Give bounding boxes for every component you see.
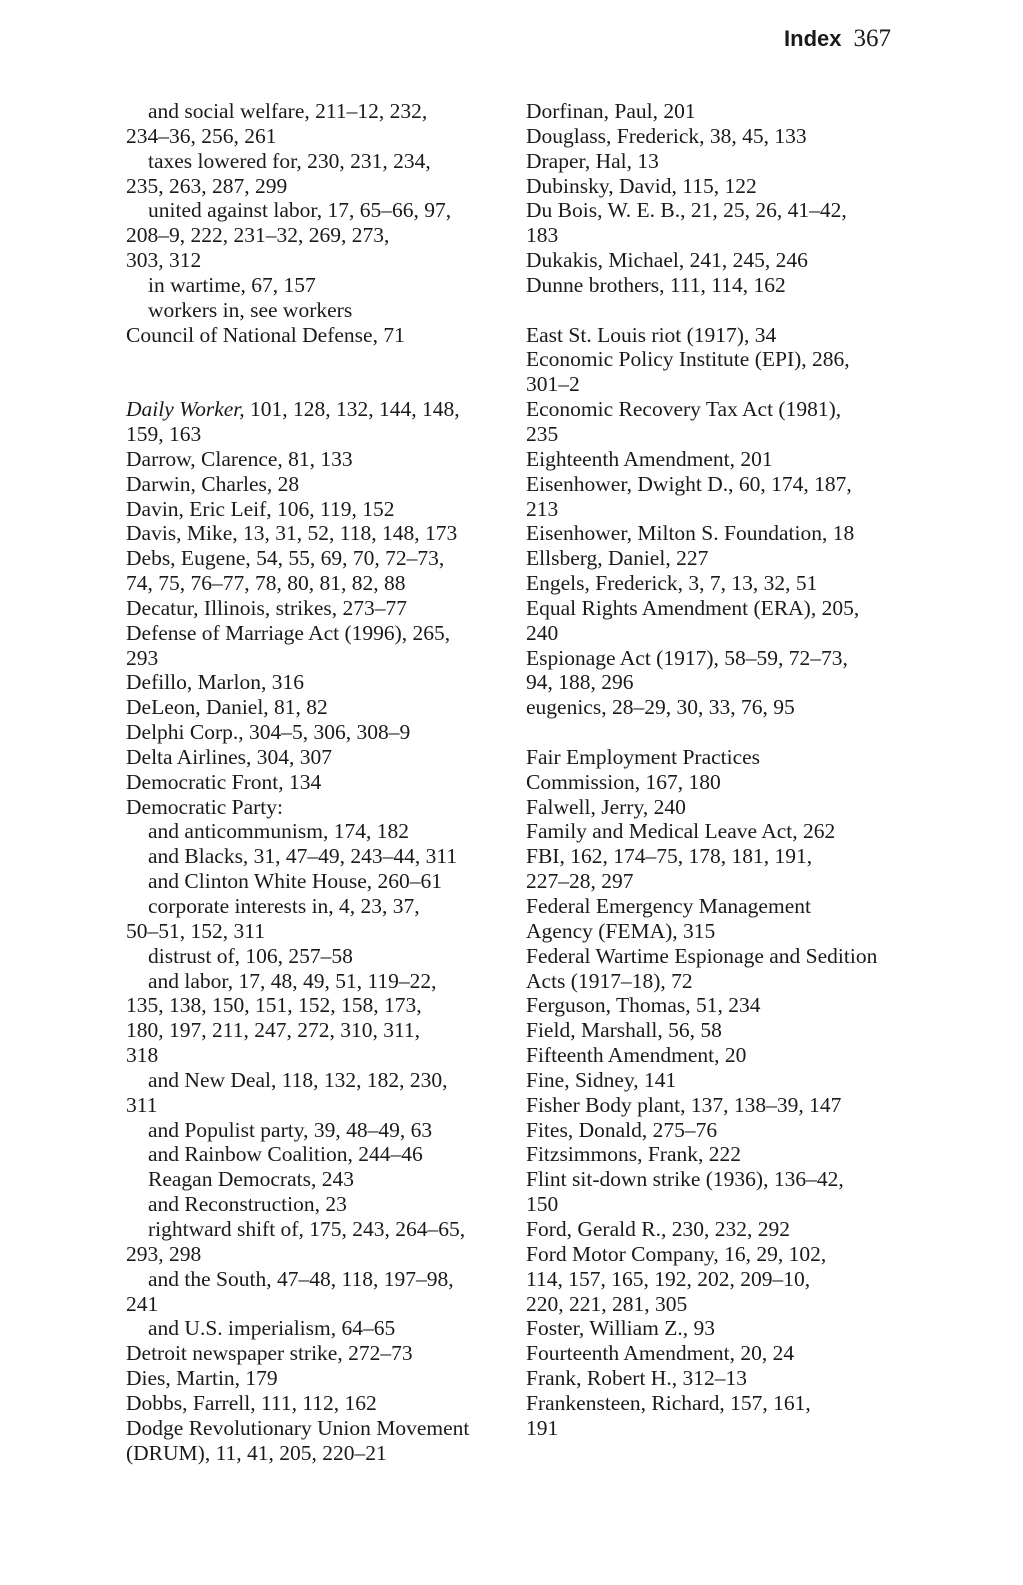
index-entry xyxy=(526,397,906,422)
index-continuation xyxy=(126,919,506,944)
index-entry xyxy=(526,646,906,671)
index-entry xyxy=(126,447,506,472)
index-entry-text: 213 xyxy=(526,496,559,521)
index-entry-text: 114, 157, 165, 192, 202, 209–10, xyxy=(526,1266,811,1291)
index-entry-text: and Reconstruction, 23 xyxy=(148,1192,347,1217)
index-entry-text: Fisher Body plant, 137, 138–39, 147 xyxy=(526,1092,842,1117)
index-entry xyxy=(526,695,906,720)
index-entry xyxy=(526,1366,906,1391)
index-entry-text: Debs, Eugene, 54, 55, 69, 70, 72–73, xyxy=(126,546,445,571)
index-entry-text: Foster, William Z., 93 xyxy=(526,1316,715,1341)
index-entry-text: and the South, 47–48, 118, 197–98, xyxy=(148,1266,454,1291)
index-entry-text: 208–9, 222, 231–32, 269, 273, xyxy=(126,223,390,248)
section-title: Index xyxy=(784,26,842,51)
index-continuation xyxy=(526,422,906,447)
index-entry-text: Fair Employment Practices xyxy=(526,744,761,769)
index-entry xyxy=(126,621,506,646)
index-subentry xyxy=(126,1068,506,1093)
index-entry-text: Council of National Defense, 71 xyxy=(126,322,405,347)
index-entry-text: Ford Motor Company, 16, 29, 102, xyxy=(526,1241,827,1266)
index-entry-text: Du Bois, W. E. B., 21, 25, 26, 41–42, xyxy=(526,198,847,223)
index-entry xyxy=(526,596,906,621)
index-continuation xyxy=(126,1018,506,1043)
index-continuation xyxy=(526,1267,906,1292)
index-entry-text: 180, 197, 211, 247, 272, 310, 311, xyxy=(126,1018,421,1043)
index-entry xyxy=(526,447,906,472)
index-entry-text: Frankensteen, Richard, 157, 161, xyxy=(526,1390,811,1415)
index-entry-text: Economic Policy Institute (EPI), 286, xyxy=(526,347,850,372)
index-continuation xyxy=(526,372,906,397)
index-continuation xyxy=(526,969,906,994)
index-entry-text: Flint sit-down strike (1936), 136–42, xyxy=(526,1167,844,1192)
index-entry xyxy=(526,1043,906,1068)
index-entry-text: Defense of Marriage Act (1996), 265, xyxy=(126,620,451,645)
index-entry xyxy=(526,1217,906,1242)
index-entry-text: Reagan Democrats, 243 xyxy=(148,1167,354,1192)
index-entry-text: taxes lowered for, 230, 231, 234, xyxy=(148,148,431,173)
index-entry-text: and Populist party, 39, 48–49, 63 xyxy=(148,1117,433,1142)
index-continuation xyxy=(526,497,906,522)
index-entry-text: Falwell, Jerry, 240 xyxy=(526,794,686,819)
index-entry-text: Delphi Corp., 304–5, 306, 308–9 xyxy=(126,720,411,745)
index-entry-text: 183 xyxy=(526,223,559,248)
index-continuation xyxy=(126,422,506,447)
index-entry-text: 234–36, 256, 261 xyxy=(126,123,277,148)
index-entry-text: 311 xyxy=(126,1092,158,1117)
index-entry-text: Fites, Donald, 275–76 xyxy=(526,1117,718,1142)
index-entry-text: 235 xyxy=(526,421,559,446)
index-entry-text: Darrow, Clarence, 81, 133 xyxy=(126,446,353,471)
index-entry-text: workers in, see workers xyxy=(148,297,353,322)
index-entry-text: Dukakis, Michael, 241, 245, 246 xyxy=(526,248,808,273)
index-entry-text: in wartime, 67, 157 xyxy=(148,272,316,297)
index-entry-text: Family and Medical Leave Act, 262 xyxy=(526,819,836,844)
index-entry xyxy=(526,248,906,273)
index-entry xyxy=(526,347,906,372)
index-entry-text: 235, 263, 287, 299 xyxy=(126,173,288,198)
index-entry xyxy=(126,397,506,422)
index-entry-text: FBI, 162, 174–75, 178, 181, 191, xyxy=(526,844,813,869)
index-subentry xyxy=(126,1217,506,1242)
index-entry xyxy=(126,745,506,770)
index-subentry xyxy=(126,298,506,323)
index-continuation xyxy=(526,1292,906,1317)
index-entry-text: Ferguson, Thomas, 51, 234 xyxy=(526,993,761,1018)
index-entry xyxy=(526,795,906,820)
index-entry xyxy=(526,1142,906,1167)
index-entry xyxy=(526,819,906,844)
index-continuation xyxy=(126,993,506,1018)
index-entry-text: eugenics, 28–29, 30, 33, 76, 95 xyxy=(526,695,795,720)
index-entry-text: Agency (FEMA), 315 xyxy=(526,918,716,943)
index-entry xyxy=(526,546,906,571)
index-entry xyxy=(526,1093,906,1118)
index-entry xyxy=(526,521,906,546)
index-entry-text: and U.S. imperialism, 64–65 xyxy=(148,1316,396,1341)
index-entry-text: DeLeon, Daniel, 81, 82 xyxy=(126,695,328,720)
index-entry xyxy=(126,695,506,720)
index-entry xyxy=(526,1068,906,1093)
index-entry xyxy=(126,1341,506,1366)
index-subentry xyxy=(126,1118,506,1143)
index-entry xyxy=(126,497,506,522)
index-entry-text: East St. Louis riot (1917), 34 xyxy=(526,322,777,347)
index-entry-text: 240 xyxy=(526,620,559,645)
index-subentry xyxy=(126,969,506,994)
index-entry-text: Field, Marshall, 56, 58 xyxy=(526,1018,722,1043)
index-entry-text: Federal Emergency Management xyxy=(526,894,811,918)
index-entry-text: and labor, 17, 48, 49, 51, 119–22, xyxy=(148,968,437,993)
index-spacer xyxy=(126,347,506,372)
index-entry-text: Dubinsky, David, 115, 122 xyxy=(526,173,757,198)
index-spacer xyxy=(126,372,506,397)
index-subentry xyxy=(126,819,506,844)
index-entry-text: Dorfinan, Paul, 201 xyxy=(526,99,696,123)
index-entry xyxy=(526,472,906,497)
index-entry-text: Davin, Eric Leif, 106, 119, 152 xyxy=(126,496,395,521)
index-entry xyxy=(526,1118,906,1143)
index-spacer xyxy=(526,298,906,323)
index-entry-text: 50–51, 152, 311 xyxy=(126,918,265,943)
index-entry xyxy=(126,670,506,695)
index-entry-text: Decatur, Illinois, strikes, 273–77 xyxy=(126,595,407,620)
index-entry xyxy=(526,1018,906,1043)
index-entry-text: (DRUM), 11, 41, 205, 220–21 xyxy=(126,1440,387,1465)
index-entry xyxy=(526,124,906,149)
index-subentry xyxy=(126,894,506,919)
index-entry-text: united against labor, 17, 65–66, 97, xyxy=(148,198,452,223)
index-entry-text: Fourteenth Amendment, 20, 24 xyxy=(526,1341,795,1366)
index-entry-text: Defillo, Marlon, 316 xyxy=(126,670,304,695)
index-entry xyxy=(526,198,906,223)
index-entry-text: Darwin, Charles, 28 xyxy=(126,471,300,496)
index-entry-text: and anticommunism, 174, 182 xyxy=(148,819,409,844)
index-entry-text: Democratic Front, 134 xyxy=(126,769,322,794)
index-entry-text: Delta Airlines, 304, 307 xyxy=(126,744,333,769)
index-entry-text: Espionage Act (1917), 58–59, 72–73, xyxy=(526,645,848,670)
index-entry-text: and social welfare, 211–12, 232, xyxy=(148,99,428,123)
index-continuation xyxy=(126,124,506,149)
index-continuation xyxy=(126,1242,506,1267)
index-continuation xyxy=(126,1292,506,1317)
index-entry-text: 293, 298 xyxy=(126,1241,202,1266)
index-continuation xyxy=(526,919,906,944)
index-entry-text: Draper, Hal, 13 xyxy=(526,148,659,173)
index-entry xyxy=(526,844,906,869)
index-subentry xyxy=(126,149,506,174)
index-entry xyxy=(126,1366,506,1391)
index-continuation xyxy=(526,869,906,894)
index-entry xyxy=(526,745,906,770)
index-entry-text: Eisenhower, Dwight D., 60, 174, 187, xyxy=(526,471,852,496)
index-continuation xyxy=(126,1093,506,1118)
index-subentry xyxy=(126,869,506,894)
index-entry-title: Daily Worker, xyxy=(126,397,245,422)
index-entry-text: 191 xyxy=(526,1415,559,1440)
index-subentry xyxy=(126,198,506,223)
index-entry xyxy=(526,894,906,919)
index-continuation xyxy=(126,571,506,596)
index-entry xyxy=(126,1416,506,1441)
index-continuation xyxy=(126,223,506,248)
index-entry xyxy=(126,596,506,621)
index-continuation xyxy=(526,1192,906,1217)
index-entry xyxy=(526,1391,906,1416)
index-entry-text: corporate interests in, 4, 23, 37, xyxy=(148,894,420,918)
index-entry xyxy=(526,149,906,174)
index-entry-text: Dodge Revolutionary Union Movement xyxy=(126,1415,470,1440)
index-subentry xyxy=(126,844,506,869)
index-entry-text: 303, 312 xyxy=(126,248,202,273)
index-continuation xyxy=(126,1043,506,1068)
index-continuation xyxy=(526,223,906,248)
index-subentry xyxy=(126,99,506,124)
index-spacer xyxy=(526,720,906,745)
index-entry xyxy=(126,1391,506,1416)
index-entry xyxy=(526,1341,906,1366)
index-entry xyxy=(526,1167,906,1192)
index-entry xyxy=(126,521,506,546)
index-entry-text: 94, 188, 296 xyxy=(526,670,634,695)
index-entry xyxy=(526,993,906,1018)
index-entry xyxy=(526,571,906,596)
index-entry-text: Eisenhower, Milton S. Foundation, 18 xyxy=(526,521,855,546)
index-entry-text: 159, 163 xyxy=(126,421,202,446)
index-continuation xyxy=(526,770,906,795)
index-entry xyxy=(126,720,506,745)
index-entry-text: Douglass, Frederick, 38, 45, 133 xyxy=(526,123,807,148)
index-subentry xyxy=(126,944,506,969)
index-entry xyxy=(526,1316,906,1341)
index-entry-text: 227–28, 297 xyxy=(526,869,634,894)
index-continuation xyxy=(126,248,506,273)
index-entry-text: 293 xyxy=(126,645,159,670)
index-entry-text: 301–2 xyxy=(526,372,580,397)
index-entry-text: and New Deal, 118, 132, 182, 230, xyxy=(148,1067,448,1092)
index-entry-text: Democratic Party: xyxy=(126,794,284,819)
index-entry-text: 101, 128, 132, 144, 148, xyxy=(250,397,460,422)
index-continuation xyxy=(526,670,906,695)
index-entry-text: Ford, Gerald R., 230, 232, 292 xyxy=(526,1216,790,1241)
index-continuation xyxy=(126,646,506,671)
index-entry-text: 150 xyxy=(526,1192,559,1217)
index-entry xyxy=(526,273,906,298)
index-subentry xyxy=(126,1316,506,1341)
index-entry xyxy=(526,323,906,348)
index-entry xyxy=(526,1242,906,1267)
index-entry xyxy=(526,99,906,124)
index-subentry xyxy=(126,273,506,298)
index-entry xyxy=(126,472,506,497)
index-entry-text: Eighteenth Amendment, 201 xyxy=(526,446,773,471)
index-entry-text: Acts (1917–18), 72 xyxy=(526,968,693,993)
index-entry-text: Commission, 167, 180 xyxy=(526,769,721,794)
index-entry-text: Fifteenth Amendment, 20 xyxy=(526,1043,747,1068)
index-subentry xyxy=(126,1267,506,1292)
index-entry-text: Dunne brothers, 111, 114, 162 xyxy=(526,272,786,297)
index-entry-text: Dobbs, Farrell, 111, 112, 162 xyxy=(126,1390,377,1415)
index-continuation xyxy=(526,1416,906,1441)
index-entry-text: Engels, Frederick, 3, 7, 13, 32, 51 xyxy=(526,571,818,596)
index-entry-text: Fitzsimmons, Frank, 222 xyxy=(526,1142,742,1167)
index-entry-text: 74, 75, 76–77, 78, 80, 81, 82, 88 xyxy=(126,571,406,596)
index-column-left xyxy=(126,99,506,1465)
index-subentry xyxy=(126,1167,506,1192)
index-entry xyxy=(126,546,506,571)
index-entry xyxy=(126,770,506,795)
index-entry-text: Fine, Sidney, 141 xyxy=(526,1067,677,1092)
page-number: 367 xyxy=(853,25,891,52)
index-entry xyxy=(526,174,906,199)
index-column-right xyxy=(526,99,906,1441)
index-entry-text: 135, 138, 150, 151, 152, 158, 173, xyxy=(126,993,422,1018)
index-entry-text: Detroit newspaper strike, 272–73 xyxy=(126,1341,413,1366)
index-subentry xyxy=(126,1142,506,1167)
index-subentry xyxy=(126,1192,506,1217)
index-entry xyxy=(526,944,906,969)
index-continuation xyxy=(526,621,906,646)
index-continuation xyxy=(126,174,506,199)
index-entry-text: 318 xyxy=(126,1043,159,1068)
index-entry-text: Frank, Robert H., 312–13 xyxy=(526,1366,747,1391)
index-entry-text: 220, 221, 281, 305 xyxy=(526,1291,688,1316)
index-entry-text: rightward shift of, 175, 243, 264–65, xyxy=(148,1216,466,1241)
running-head xyxy=(784,24,891,54)
index-entry-text: 241 xyxy=(126,1291,159,1316)
index-continuation xyxy=(126,1441,506,1466)
index-entry-text: Davis, Mike, 13, 31, 52, 118, 148, 173 xyxy=(126,521,458,546)
index-entry xyxy=(126,323,506,348)
index-entry-text: Economic Recovery Tax Act (1981), xyxy=(526,397,842,422)
index-entry xyxy=(126,795,506,820)
index-entry-text: and Rainbow Coalition, 244–46 xyxy=(148,1142,423,1167)
index-entry-text: and Clinton White House, 260–61 xyxy=(148,869,443,894)
index-entry-text: Ellsberg, Daniel, 227 xyxy=(526,546,709,571)
index-entry-text: Equal Rights Amendment (ERA), 205, xyxy=(526,595,860,620)
index-entry-text: Dies, Martin, 179 xyxy=(126,1366,278,1391)
index-entry-text: Federal Wartime Espionage and Sedition xyxy=(526,943,878,968)
index-entry-text: and Blacks, 31, 47–49, 243–44, 311 xyxy=(148,844,458,869)
index-entry-text: distrust of, 106, 257–58 xyxy=(148,943,353,968)
